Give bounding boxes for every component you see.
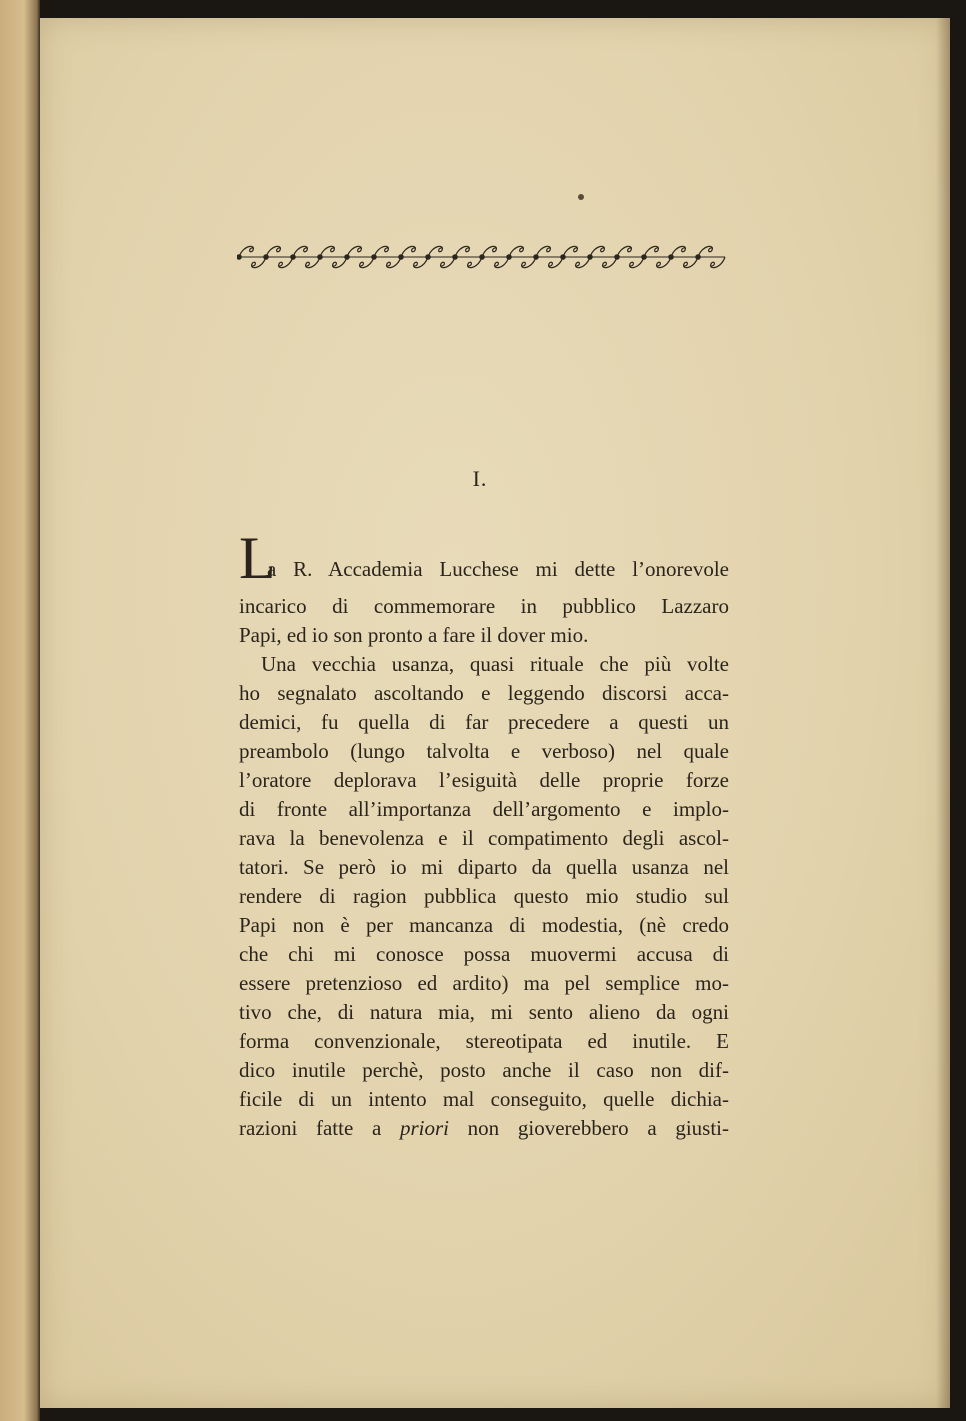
text-line: Una vecchia usanza, quasi rituale che più volte [261,652,729,676]
ornament-dot [345,255,349,259]
ornament-dot [588,255,592,259]
ornament-dot [318,255,322,259]
text-line: che chi mi conosce possa muovermi accusa di [239,942,729,966]
text-line: Papi, ed io son pronto a fare il dover mio. [239,623,589,647]
ornament-dot [480,255,484,259]
ornament-dot [696,255,700,259]
ornament-dot [507,255,511,259]
chapter-number: I. [472,466,488,491]
page-edge-shadow [936,18,950,1408]
italic-word: priori [399,1116,449,1140]
ornament-dot [399,255,403,259]
text-line: ho segnalato ascoltando e leggendo discorsi acca- [239,681,729,705]
text-line: dico inutile perchè, posto anche il caso non dif- [239,1058,729,1082]
ornament-dot [264,255,268,259]
ornament-dot [561,255,565,259]
ornament-dot [453,255,457,259]
ornament-dot [372,255,376,259]
decorative-scroll-border [237,240,727,274]
text-line: tivo che, di natura mia, mi sento alieno da ogni [239,1000,729,1024]
ornament-dot [291,255,295,259]
text-line: essere pretenzioso ed ardito) ma pel semplice mo- [239,971,729,995]
text-line: demici, fu quella di far precedere a questi un [239,710,729,734]
ornament-dot [669,255,673,259]
text-line: tatori. Se però io mi diparto da quella usanza nel [239,855,729,879]
text-line: a R. Accademia Lucchese mi dette l’onorevole [267,557,729,581]
text-line: incarico di commemorare in pubblico Lazzaro [239,594,729,618]
ornament-dot [615,255,619,259]
text-segment: razioni fatte a [239,1116,400,1140]
facing-page-edge [0,0,40,1421]
text-line: preambolo (lungo talvolta e verboso) nel quale [239,739,729,763]
drop-cap: L [239,525,276,591]
text-line: ficile di un intento mal conseguito, quelle dichia- [239,1087,729,1111]
text-line: di fronte all’importanza dell’argomento e implo- [239,797,729,821]
ornament-dot [237,255,241,259]
text-line: rava la benevolenza e il compatimento degli ascol- [239,826,729,850]
ornament-dot [426,255,430,259]
text-line: l’oratore deplorava l’esiguità delle proprie forze [239,768,729,792]
text-segment: non gioverebbero a giusti- [449,1116,729,1140]
text-line: rendere di ragion pubblica questo mio studio sul [239,884,729,908]
paragraph-1-first-line [239,525,729,592]
ornament-dot [534,255,538,259]
text-line: forma convenzionale, stereotipata ed inutile. E [239,1029,729,1053]
text-line: Papi non è per mancanza di modestia, (nè credo [239,913,729,937]
ornament-dot [642,255,646,259]
book-page [40,18,950,1408]
body-text [239,525,729,1143]
text-line-with-italic [239,1114,729,1143]
ink-speck [578,194,584,200]
